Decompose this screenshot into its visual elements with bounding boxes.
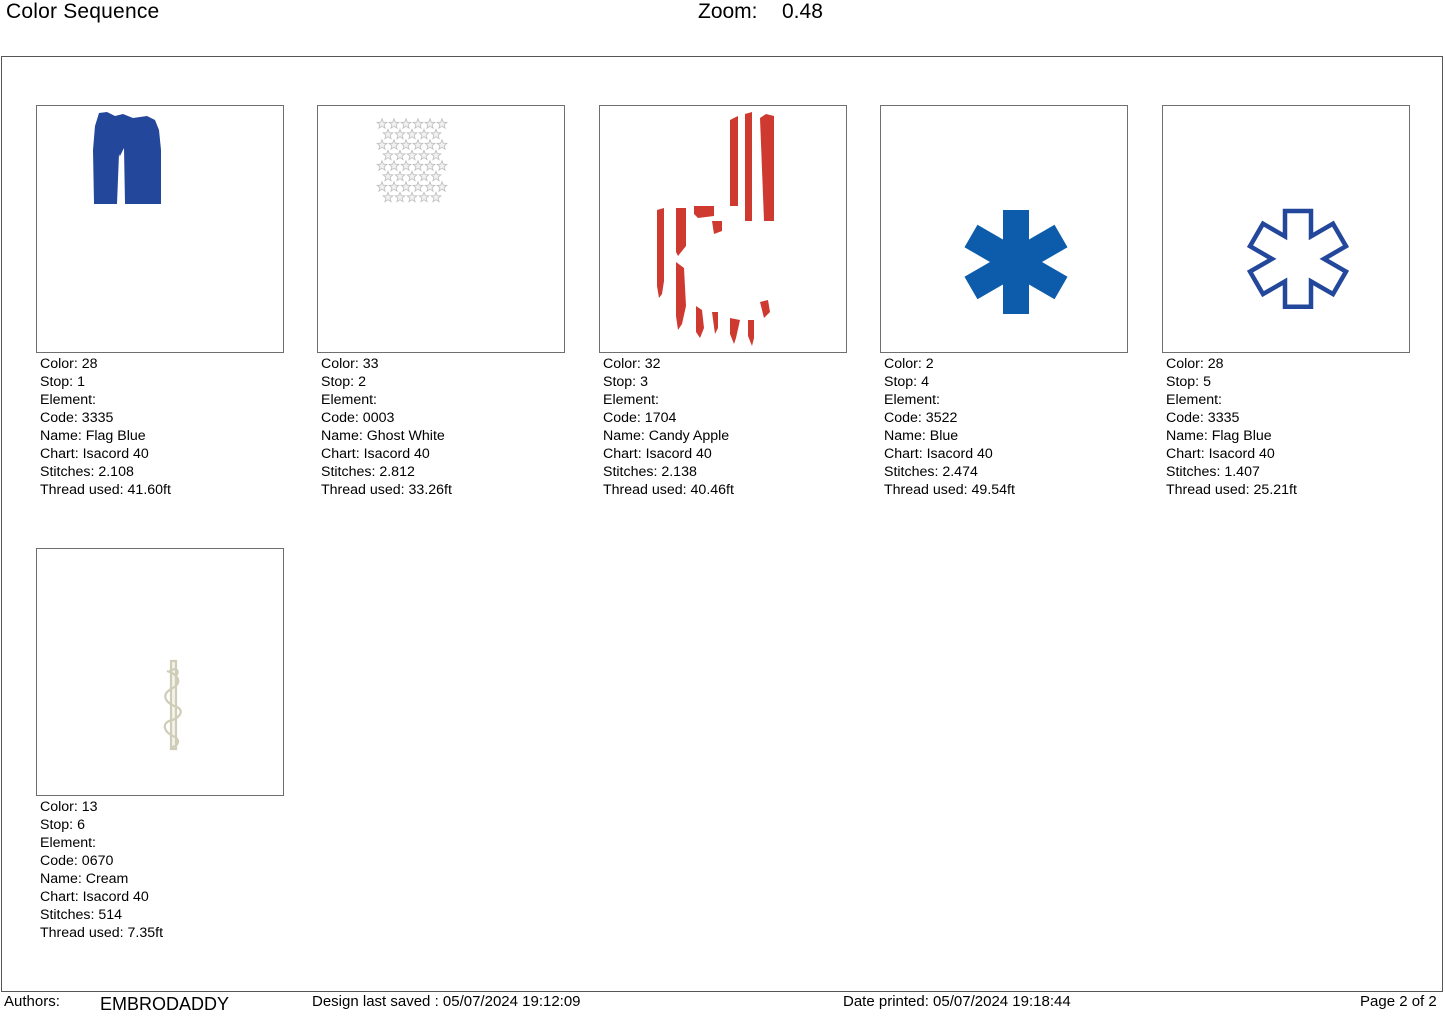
star-stitch (389, 161, 399, 170)
info-name: Name: Flag Blue (40, 428, 146, 444)
info-name: Name: Candy Apple (603, 428, 730, 444)
star-stitch (383, 150, 393, 159)
info-name: Name: Blue (884, 428, 959, 444)
stitch-shape (964, 210, 1067, 314)
stitch-shape (760, 114, 774, 221)
star-stitch (431, 150, 441, 159)
star-stitch (389, 119, 399, 128)
info-color: Color: 13 (40, 799, 98, 815)
info-stitches: Stitches: 2.812 (321, 464, 415, 480)
info-chart: Chart: Isacord 40 (603, 446, 712, 462)
star-stitch (383, 171, 393, 180)
star-stitch (377, 161, 387, 170)
star-stitch (383, 129, 393, 138)
red-stripes-icon (600, 106, 846, 352)
authors-label: Authors: (4, 993, 60, 1010)
star-stitch (401, 182, 411, 191)
star-stitch (437, 161, 447, 170)
stitch-shape (694, 206, 714, 218)
zoom-label: Zoom: (698, 0, 758, 23)
info-stitches: Stitches: 2.138 (603, 464, 697, 480)
stitch-shape (712, 221, 722, 234)
star-stitch (395, 171, 405, 180)
star-stitch (413, 182, 423, 191)
stitch-preview (599, 105, 847, 353)
star-of-life-solid-icon (881, 106, 1127, 352)
star-stitch (425, 119, 435, 128)
info-color: Color: 28 (40, 356, 98, 372)
info-stitches: Stitches: 2.474 (884, 464, 978, 480)
info-element: Element: (1166, 392, 1222, 408)
star-stitch (413, 140, 423, 149)
stitch-shape (1250, 211, 1346, 307)
star-stitch (413, 119, 423, 128)
stitch-preview (1162, 105, 1410, 353)
info-thread: Thread used: 49.54ft (884, 482, 1015, 498)
stars-pattern-icon (318, 106, 564, 352)
info-stitches: Stitches: 514 (40, 907, 123, 923)
star-stitch (401, 161, 411, 170)
star-stitch (389, 182, 399, 191)
star-stitch (395, 192, 405, 201)
info-name: Name: Flag Blue (1166, 428, 1272, 444)
info-name: Name: Cream (40, 871, 129, 887)
stitch-preview (36, 105, 284, 353)
stitch-shape (165, 661, 181, 749)
info-chart: Chart: Isacord 40 (321, 446, 430, 462)
info-element: Element: (40, 835, 96, 851)
info-color: Color: 33 (321, 356, 379, 372)
info-thread: Thread used: 33.26ft (321, 482, 452, 498)
stitch-shape (745, 112, 752, 221)
stitch-preview (880, 105, 1128, 353)
info-name: Name: Ghost White (321, 428, 445, 444)
color-card (36, 548, 284, 942)
star-stitch (419, 129, 429, 138)
stitch-shape (760, 300, 770, 318)
star-stitch (437, 140, 447, 149)
star-stitch (437, 182, 447, 191)
star-stitch (431, 192, 441, 201)
info-code: Code: 3522 (884, 410, 958, 426)
star-stitch (407, 129, 417, 138)
info-color: Color: 28 (1166, 356, 1224, 372)
page-title: Color Sequence (6, 0, 160, 23)
star-stitch (395, 129, 405, 138)
info-code: Code: 3335 (1166, 410, 1240, 426)
flag-blue-field-icon (37, 106, 283, 352)
star-stitch (407, 150, 417, 159)
color-card (1162, 105, 1410, 499)
info-stop: Stop: 6 (40, 817, 85, 833)
star-stitch (431, 171, 441, 180)
info-color: Color: 32 (603, 356, 661, 372)
zoom-value: 0.48 (782, 0, 823, 23)
info-element: Element: (884, 392, 940, 408)
star-stitch (437, 119, 447, 128)
star-stitch (419, 150, 429, 159)
star-stitch (431, 129, 441, 138)
stitch-shape (712, 312, 718, 334)
info-element: Element: (40, 392, 96, 408)
info-code: Code: 0003 (321, 410, 395, 426)
info-chart: Chart: Isacord 40 (40, 889, 149, 905)
info-chart: Chart: Isacord 40 (884, 446, 993, 462)
info-stitches: Stitches: 2.108 (40, 464, 134, 480)
star-stitch (425, 182, 435, 191)
stitch-shape (730, 318, 740, 344)
color-card (599, 105, 847, 499)
stitch-shape (676, 262, 686, 330)
info-code: Code: 3335 (40, 410, 114, 426)
color-card (36, 105, 284, 499)
star-stitch (377, 140, 387, 149)
info-chart: Chart: Isacord 40 (1166, 446, 1275, 462)
star-stitch (407, 192, 417, 201)
date-printed: Date printed: 05/07/2024 19:18:44 (843, 993, 1071, 1010)
info-color: Color: 2 (884, 356, 934, 372)
info-stop: Stop: 2 (321, 374, 366, 390)
stitch-shape (696, 306, 704, 338)
star-stitch (407, 171, 417, 180)
info-stop: Stop: 4 (884, 374, 929, 390)
stitch-preview (317, 105, 565, 353)
info-stop: Stop: 3 (603, 374, 648, 390)
stitch-shape (748, 320, 754, 346)
star-of-life-outline-icon (1163, 106, 1409, 352)
star-stitch (401, 119, 411, 128)
info-thread: Thread used: 25.21ft (1166, 482, 1297, 498)
info-code: Code: 1704 (603, 410, 677, 426)
star-stitch (383, 192, 393, 201)
star-stitch (395, 150, 405, 159)
info-stop: Stop: 1 (40, 374, 85, 390)
stitch-shape (657, 208, 664, 298)
star-stitch (425, 161, 435, 170)
star-stitch (401, 140, 411, 149)
info-code: Code: 0670 (40, 853, 114, 869)
color-card (317, 105, 565, 499)
star-stitch (389, 140, 399, 149)
stitch-shape (730, 116, 738, 206)
info-stop: Stop: 5 (1166, 374, 1211, 390)
star-stitch (419, 192, 429, 201)
star-stitch (413, 161, 423, 170)
page-number: Page 2 of 2 (1360, 993, 1437, 1010)
info-thread: Thread used: 7.35ft (40, 925, 164, 941)
info-stitches: Stitches: 1.407 (1166, 464, 1260, 480)
design-last-saved: Design last saved : 05/07/2024 19:12:09 (312, 993, 581, 1010)
stitch-shape (676, 208, 686, 256)
star-stitch (425, 140, 435, 149)
info-element: Element: (321, 392, 377, 408)
authors-value: EMBRODADDY (100, 994, 230, 1014)
info-chart: Chart: Isacord 40 (40, 446, 149, 462)
star-stitch (419, 171, 429, 180)
rod-of-asclepius-icon (37, 549, 283, 795)
info-thread: Thread used: 41.60ft (40, 482, 171, 498)
star-stitch (377, 182, 387, 191)
info-element: Element: (603, 392, 659, 408)
stitch-preview (36, 548, 284, 796)
stitch-shape (93, 112, 161, 204)
color-card (880, 105, 1128, 499)
info-thread: Thread used: 40.46ft (603, 482, 734, 498)
star-stitch (377, 119, 387, 128)
